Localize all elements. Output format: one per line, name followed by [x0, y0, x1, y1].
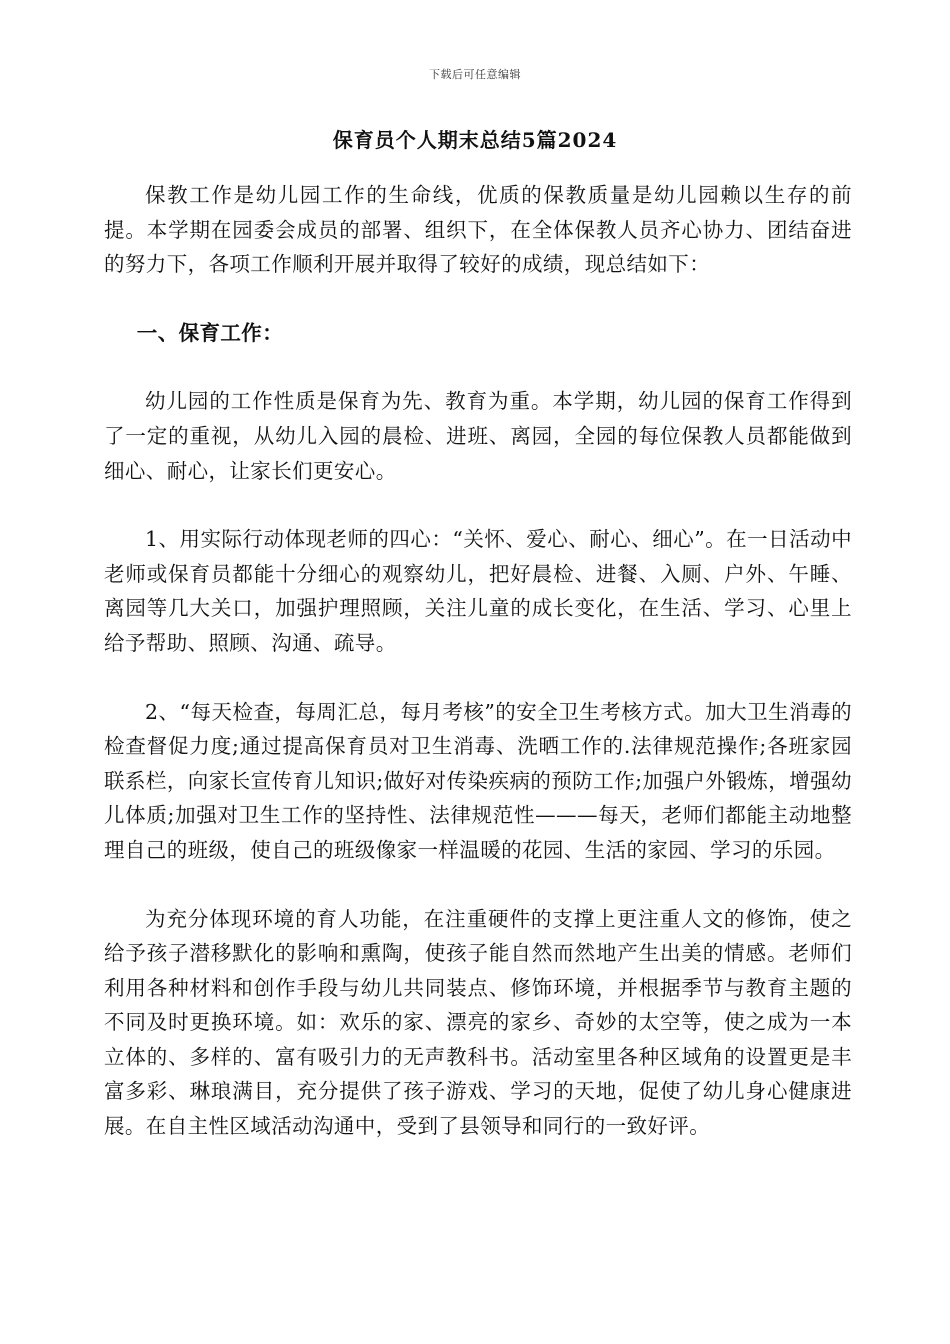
paragraph-gap — [104, 282, 852, 316]
paragraph-3: 2、“每天检查，每周汇总，每月考核”的安全卫生考核方式。加大卫生消毒的检查督促力度;通过提高保育员对卫生消毒、洗晒工作的.法律规范操作;各班家园联系栏，向家长宣传育儿知识;做好对传染疾病的预防工作;加强户外锻炼，增强幼儿体质;加强对卫生工作的坚持性、法律规范性———每天，老师们都能主动地整理自己的班级，使自己的班级像家一样温暖的花园、生活的家园、学习的乐园。 — [104, 699, 852, 862]
paragraph-gap — [104, 350, 852, 384]
section-heading: 一、保育工作： — [136, 320, 284, 345]
paragraph-2: 1、用实际行动体现老师的四心：“关怀、爱心、耐心、细心”。在一日活动中老师或保育员都能十分细心的观察幼儿，把好晨检、进餐、入厕、户外、午睡、离园等几大关口，加强护理照顾，关注儿童的成长变化，在生活、学习、心里上给予帮助、照顾、沟通、疏导。 — [104, 527, 852, 655]
intro-paragraph: 保教工作是幼儿园工作的生命线，优质的保教质量是幼儿园赖以生存的前提。本学期在园委会成员的部署、组织下，在全体保教人员齐心协力、团结奋进的努力下，各项工作顺利开展并取得了较好的成绩，现总结如下： — [104, 183, 852, 277]
paragraph-gap — [104, 868, 852, 902]
document-body — [104, 178, 852, 1144]
paragraph-4: 为充分体现环境的育人功能，在注重硬件的支撑上更注重人文的修饰，使之给予孩子潜移默化的影响和熏陶，使孩子能自然而然地产生出美的情感。老师们利用各种材料和创作手段与幼儿共同装点、修饰环境，并根据季节与教育主题的不同及时更换环境。如：欢乐的家、漂亮的家乡、奇妙的太空等，使之成为一本立体的、多样的、富有吸引力的无声教科书。活动室里各种区域角的设置更是丰富多彩、琳琅满目，充分提供了孩子游戏、学习的天地，促使了幼儿身心健康进展。在自主性区域活动沟通中，受到了县领导和同行的一致好评。 — [104, 906, 852, 1139]
paragraph-gap — [104, 661, 852, 695]
paragraph-1: 幼儿园的工作性质是保育为先、教育为重。本学期，幼儿园的保育工作得到了一定的重视，从幼儿入园的晨检、进班、离园，全园的每位保教人员都能做到细心、耐心，让家长们更安心。 — [104, 389, 852, 483]
document-title: 保育员个人期末总结5篇2024 — [332, 128, 618, 152]
paragraph-gap — [104, 488, 852, 522]
header-note: 下载后可任意编辑 — [429, 68, 521, 81]
